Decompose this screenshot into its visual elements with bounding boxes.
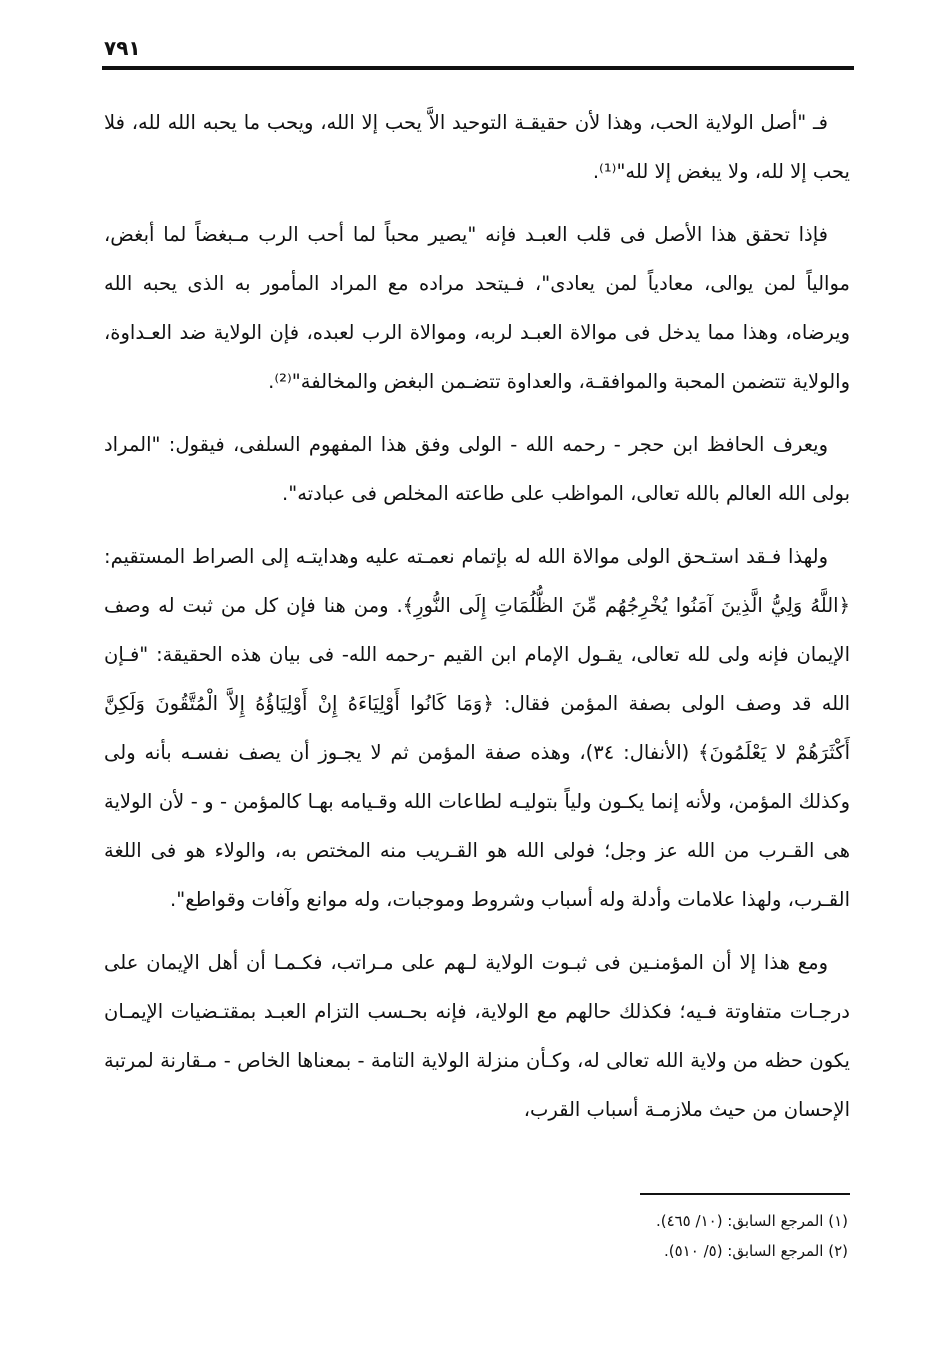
- paragraph-3: ويعرف الحافظ ابن حجر - رحمه الله - الولى وفق هذا المفهوم السلفى، فيقول: "المراد بولى الله العالم بالله تعالى، المواظب على طاعته المخلص فى عبادته".: [104, 433, 850, 505]
- page-number: ٧٩١: [104, 36, 141, 60]
- footnotes: [104, 1206, 848, 1266]
- paragraph-4: ولهذا فـقد استـحق الولى موالاة الله له بإتمام نعمـته عليه وهدايتـه إلى الصراط المستقيم: ﴿اللَّهُ وَلِيُّ الَّذِينَ آمَنُوا يُخْرِجُهُم مِّنَ الظُّلُمَاتِ إِلَى النُّورِ﴾. ومن هنا فإن كل من ثبت له وصف الإيمان فإنه ولى لله تعالى، يقـول الإمام ابن القيم -رحمه الله- فى بيان هذه الحقيقة: "فـإن الله قد وصف الولى بصفة المؤمن فقال: ﴿وَمَا كَانُوا أَوْلِيَاءَهُ إِنْ أَوْلِيَاؤُهُ إِلاَّ الْمُتَّقُونَ وَلَكِنَّ أَكْثَرَهُمْ لا يَعْلَمُونَ﴾ (الأنفال: ٣٤)، وهذه صفة المؤمن ثم لا يجـوز أن يصف نفسـه بأنه ولى وكذلك المؤمن، ولأنه إنما يكـون ولياً بتوليـه لطاعات الله وقـيامه بهـا كالمؤمن - و - لأن الولاية هى القـرب من الله عز وجل؛ فولى الله هو القـريب منه المختص به، والولاء هو فى اللغة القـرب، ولهذا علامات وأدلة وله أسباب وشروط وموجبات، وله موانع وآفات وقواطع".: [104, 545, 850, 911]
- footnote-1: (١) المرجع السابق: (١٠/ ٤٦٥).: [655, 1212, 848, 1230]
- paragraph-5: ومع هذا إلا أن المؤمنـين فى ثبـوت الولاية لـهم على مـراتب، فكـمـا أن أهل الإيمان على درجـات متفاوتة فـيه؛ فكذلك حالهم مع الولاية، فإنه بحـسب التزام العبـد بمقتـضيات الإيمـان يكون حظه من ولاية الله تعالى له، وكـأن منزلة الولاية التامة - بمعناها الخاص - مـقارنة لمرتبة الإحسان من حيث ملازمـة أسباب القرب،: [104, 951, 850, 1121]
- header-rule: [102, 66, 854, 70]
- paragraph-2: فإذا تحقق هذا الأصل فى قلب العبـد فإنه "يصير محباً لما أحب الرب مـبغضاً لما أبغض، موالياً لمن يوالى، معادياً لمن يعادى"، فـيتحد مراده مع المراد المأمور به الذى يحبه الله ويرضاه، وهذا مما يدخل فى موالاة العبـد لربه، وموالاة الرب لعبده، فإن الولاية ضد العـداوة، والولاية تتضمن المحبة والموافقـة، والعداوة تتضـمن البغض والمخالفة"⁽²⁾.: [104, 223, 850, 393]
- body-text: [104, 98, 850, 1148]
- footnote-2: (٢) المرجع السابق: (٥/ ٥١٠).: [664, 1242, 848, 1260]
- footnote-rule: [640, 1193, 850, 1195]
- paragraph-1: فـ "أصل الولاية الحب، وهذا لأن حقيقـة التوحيد الاَّ يحب إلا الله، ويحب ما يحبه الله لله، فلا يحب إلا لله، ولا يبغض إلا لله"⁽¹⁾.: [104, 111, 850, 183]
